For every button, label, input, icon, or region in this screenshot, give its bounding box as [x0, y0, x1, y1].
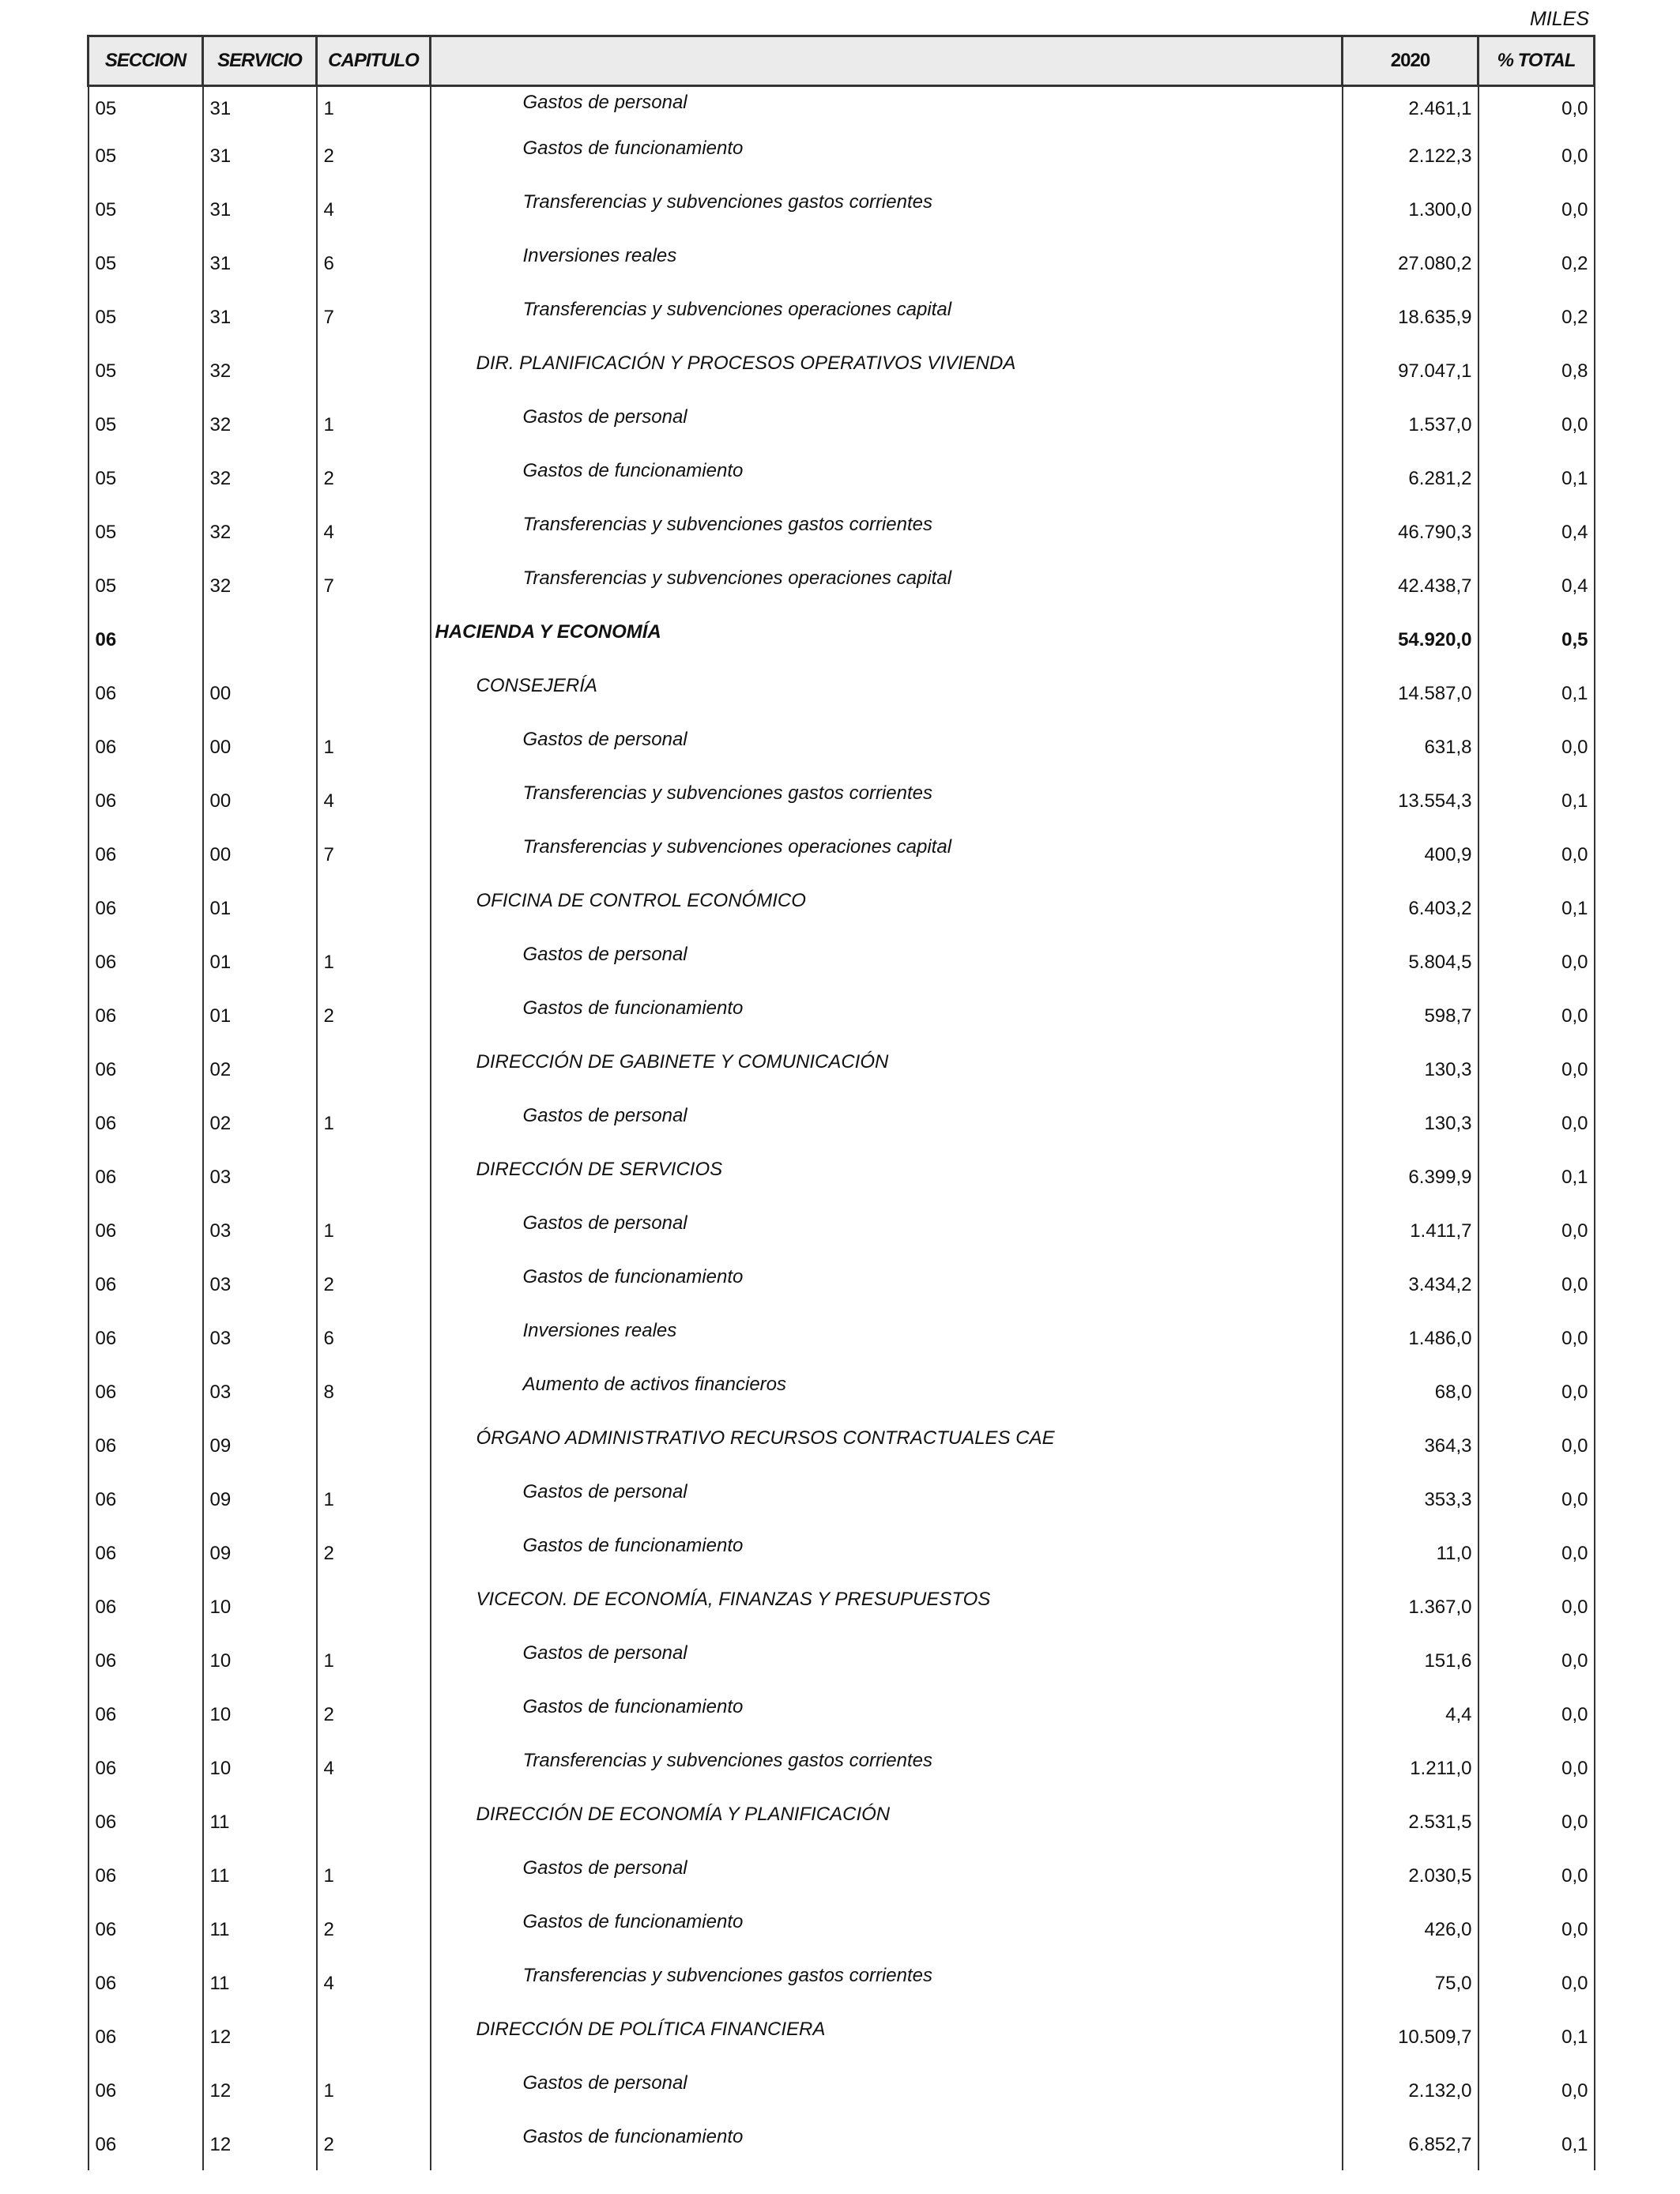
cell-pct-total: 0,1 — [1478, 880, 1595, 934]
cell-seccion: 05 — [89, 504, 203, 558]
cell-capitulo: 7 — [317, 558, 431, 612]
cell-seccion: 06 — [89, 1472, 203, 1525]
cell-servicio: 10 — [203, 1579, 317, 1633]
cell-seccion: 05 — [89, 397, 203, 450]
table-row — [89, 1633, 1595, 1687]
cell-importe: 75,0 — [1343, 1955, 1478, 2009]
cell-capitulo: 2 — [317, 1257, 431, 1310]
table-row — [89, 236, 1595, 289]
cell-importe: 10.509,7 — [1343, 2009, 1478, 2063]
cell-capitulo: 2 — [317, 450, 431, 504]
cell-capitulo: 7 — [317, 827, 431, 880]
cell-pct-total: 0,1 — [1478, 2009, 1595, 2063]
cell-seccion: 06 — [89, 773, 203, 827]
cell-seccion: 05 — [89, 558, 203, 612]
cell-pct-total: 0,0 — [1478, 1955, 1595, 2009]
table-row — [89, 1740, 1595, 1794]
cell-seccion: 06 — [89, 2009, 203, 2063]
cell-servicio: 32 — [203, 558, 317, 612]
cell-descripcion: Gastos de funcionamiento — [431, 1687, 1343, 1740]
cell-pct-total: 0,4 — [1478, 558, 1595, 612]
cell-pct-total: 0,0 — [1478, 988, 1595, 1042]
cell-seccion: 06 — [89, 1149, 203, 1203]
cell-importe: 1.211,0 — [1343, 1740, 1478, 1794]
cell-seccion: 06 — [89, 1095, 203, 1149]
cell-seccion: 06 — [89, 1364, 203, 1418]
cell-descripcion: Transferencias y subvenciones gastos corrientes — [431, 1955, 1343, 2009]
cell-capitulo: 1 — [317, 1472, 431, 1525]
cell-capitulo: 4 — [317, 182, 431, 236]
cell-pct-total: 0,2 — [1478, 289, 1595, 343]
cell-capitulo — [317, 1579, 431, 1633]
table-row — [89, 1418, 1595, 1472]
cell-descripcion: Inversiones reales — [431, 1310, 1343, 1364]
table-row — [89, 1042, 1595, 1095]
cell-pct-total: 0,0 — [1478, 397, 1595, 450]
cell-pct-total: 0,0 — [1478, 2063, 1595, 2117]
cell-capitulo: 1 — [317, 719, 431, 773]
budget-table — [87, 35, 1595, 2170]
header-year: 2020 — [1343, 36, 1478, 86]
cell-seccion: 05 — [89, 450, 203, 504]
cell-servicio: 02 — [203, 1042, 317, 1095]
cell-servicio: 00 — [203, 773, 317, 827]
cell-capitulo — [317, 612, 431, 665]
cell-seccion: 06 — [89, 1794, 203, 1848]
cell-descripcion: Aumento de activos financieros — [431, 1364, 1343, 1418]
cell-pct-total: 0,0 — [1478, 182, 1595, 236]
cell-capitulo: 4 — [317, 504, 431, 558]
cell-capitulo: 2 — [317, 988, 431, 1042]
cell-importe: 42.438,7 — [1343, 558, 1478, 612]
cell-capitulo — [317, 1794, 431, 1848]
cell-descripcion: Gastos de personal — [431, 1203, 1343, 1257]
header-capitulo: CAPITULO — [317, 36, 431, 86]
header-pct-total: % TOTAL — [1478, 36, 1595, 86]
table-row — [89, 1794, 1595, 1848]
table-row — [89, 504, 1595, 558]
cell-importe: 3.434,2 — [1343, 1257, 1478, 1310]
table-row — [89, 128, 1595, 182]
cell-importe: 353,3 — [1343, 1472, 1478, 1525]
cell-pct-total: 0,5 — [1478, 612, 1595, 665]
cell-seccion: 06 — [89, 827, 203, 880]
cell-pct-total: 0,0 — [1478, 1472, 1595, 1525]
cell-importe: 1.411,7 — [1343, 1203, 1478, 1257]
table-row — [89, 1149, 1595, 1203]
cell-descripcion: Transferencias y subvenciones operaciones capital — [431, 289, 1343, 343]
cell-capitulo: 7 — [317, 289, 431, 343]
cell-capitulo: 1 — [317, 1848, 431, 1902]
table-body — [89, 86, 1595, 2171]
cell-seccion: 06 — [89, 1525, 203, 1579]
cell-descripcion: Transferencias y subvenciones gastos corrientes — [431, 773, 1343, 827]
cell-servicio: 11 — [203, 1848, 317, 1902]
cell-pct-total: 0,0 — [1478, 1794, 1595, 1848]
cell-importe: 18.635,9 — [1343, 289, 1478, 343]
table-row — [89, 827, 1595, 880]
cell-pct-total: 0,8 — [1478, 343, 1595, 397]
cell-seccion: 06 — [89, 1579, 203, 1633]
table-row — [89, 343, 1595, 397]
cell-importe: 6.403,2 — [1343, 880, 1478, 934]
cell-servicio: 03 — [203, 1203, 317, 1257]
cell-importe: 6.281,2 — [1343, 450, 1478, 504]
cell-capitulo — [317, 343, 431, 397]
cell-importe: 6.399,9 — [1343, 1149, 1478, 1203]
cell-seccion: 06 — [89, 934, 203, 988]
cell-importe: 598,7 — [1343, 988, 1478, 1042]
cell-servicio: 32 — [203, 504, 317, 558]
cell-importe: 631,8 — [1343, 719, 1478, 773]
cell-descripcion: Transferencias y subvenciones gastos corrientes — [431, 182, 1343, 236]
cell-seccion: 06 — [89, 2117, 203, 2170]
cell-servicio: 10 — [203, 1740, 317, 1794]
table-row — [89, 665, 1595, 719]
cell-capitulo: 8 — [317, 1364, 431, 1418]
cell-seccion: 06 — [89, 1687, 203, 1740]
cell-descripcion: Gastos de personal — [431, 1095, 1343, 1149]
cell-servicio: 11 — [203, 1955, 317, 2009]
cell-descripcion: Gastos de personal — [431, 1848, 1343, 1902]
cell-servicio: 03 — [203, 1149, 317, 1203]
cell-seccion: 06 — [89, 1257, 203, 1310]
cell-descripcion: OFICINA DE CONTROL ECONÓMICO — [431, 880, 1343, 934]
cell-servicio: 10 — [203, 1633, 317, 1687]
cell-seccion: 05 — [89, 128, 203, 182]
cell-capitulo — [317, 665, 431, 719]
cell-pct-total: 0,0 — [1478, 1525, 1595, 1579]
cell-descripcion: DIRECCIÓN DE POLÍTICA FINANCIERA — [431, 2009, 1343, 2063]
cell-importe: 2.531,5 — [1343, 1794, 1478, 1848]
table-row — [89, 86, 1595, 129]
header-seccion: SECCION — [89, 36, 203, 86]
cell-pct-total: 0,1 — [1478, 1149, 1595, 1203]
cell-pct-total: 0,0 — [1478, 1740, 1595, 1794]
cell-servicio: 11 — [203, 1794, 317, 1848]
cell-pct-total: 0,1 — [1478, 665, 1595, 719]
cell-pct-total: 0,0 — [1478, 1364, 1595, 1418]
cell-pct-total: 0,0 — [1478, 719, 1595, 773]
cell-servicio: 12 — [203, 2009, 317, 2063]
cell-servicio: 12 — [203, 2117, 317, 2170]
cell-servicio: 31 — [203, 236, 317, 289]
cell-capitulo: 1 — [317, 1633, 431, 1687]
cell-servicio: 09 — [203, 1472, 317, 1525]
cell-pct-total: 0,0 — [1478, 934, 1595, 988]
table-row — [89, 880, 1595, 934]
cell-descripcion: CONSEJERÍA — [431, 665, 1343, 719]
cell-pct-total: 0,0 — [1478, 827, 1595, 880]
cell-descripcion: Transferencias y subvenciones gastos corrientes — [431, 504, 1343, 558]
cell-servicio: 32 — [203, 450, 317, 504]
cell-capitulo — [317, 880, 431, 934]
cell-seccion: 06 — [89, 1418, 203, 1472]
cell-descripcion: Transferencias y subvenciones operaciones capital — [431, 827, 1343, 880]
table-row — [89, 289, 1595, 343]
table-row — [89, 2117, 1595, 2170]
table-row — [89, 450, 1595, 504]
table-row — [89, 1310, 1595, 1364]
cell-pct-total: 0,0 — [1478, 1633, 1595, 1687]
cell-servicio: 12 — [203, 2063, 317, 2117]
cell-importe: 46.790,3 — [1343, 504, 1478, 558]
table-row — [89, 934, 1595, 988]
header-servicio: SERVICIO — [203, 36, 317, 86]
cell-descripcion: Gastos de funcionamiento — [431, 988, 1343, 1042]
table-row — [89, 182, 1595, 236]
cell-descripcion: Gastos de personal — [431, 86, 1343, 129]
cell-descripcion: VICECON. DE ECONOMÍA, FINANZAS Y PRESUPUESTOS — [431, 1579, 1343, 1633]
cell-seccion: 05 — [89, 289, 203, 343]
cell-capitulo: 4 — [317, 1740, 431, 1794]
cell-servicio: 11 — [203, 1902, 317, 1955]
cell-descripcion: ÓRGANO ADMINISTRATIVO RECURSOS CONTRACTUALES CAE — [431, 1418, 1343, 1472]
cell-importe: 364,3 — [1343, 1418, 1478, 1472]
cell-descripcion: Gastos de funcionamiento — [431, 1257, 1343, 1310]
cell-pct-total: 0,0 — [1478, 1042, 1595, 1095]
cell-descripcion: Gastos de personal — [431, 397, 1343, 450]
table-row — [89, 1472, 1595, 1525]
cell-seccion: 06 — [89, 880, 203, 934]
cell-importe: 5.804,5 — [1343, 934, 1478, 988]
cell-descripcion: Gastos de personal — [431, 1472, 1343, 1525]
cell-descripcion: Gastos de funcionamiento — [431, 2117, 1343, 2170]
cell-servicio: 10 — [203, 1687, 317, 1740]
cell-descripcion: Gastos de funcionamiento — [431, 128, 1343, 182]
cell-capitulo: 1 — [317, 1095, 431, 1149]
cell-capitulo — [317, 2009, 431, 2063]
cell-servicio: 03 — [203, 1257, 317, 1310]
table-row — [89, 773, 1595, 827]
cell-importe: 14.587,0 — [1343, 665, 1478, 719]
cell-descripcion: HACIENDA Y ECONOMÍA — [431, 612, 1343, 665]
cell-seccion: 06 — [89, 1902, 203, 1955]
cell-descripcion: Gastos de personal — [431, 934, 1343, 988]
table-row — [89, 2063, 1595, 2117]
cell-capitulo: 2 — [317, 1525, 431, 1579]
cell-importe: 1.486,0 — [1343, 1310, 1478, 1364]
table-row — [89, 988, 1595, 1042]
cell-capitulo: 6 — [317, 236, 431, 289]
cell-servicio: 31 — [203, 128, 317, 182]
cell-descripcion: Gastos de personal — [431, 719, 1343, 773]
cell-seccion: 06 — [89, 1955, 203, 2009]
cell-importe: 1.537,0 — [1343, 397, 1478, 450]
cell-seccion: 05 — [89, 86, 203, 129]
cell-capitulo: 1 — [317, 934, 431, 988]
cell-servicio — [203, 612, 317, 665]
cell-capitulo: 6 — [317, 1310, 431, 1364]
table-row — [89, 558, 1595, 612]
cell-importe: 27.080,2 — [1343, 236, 1478, 289]
table-row — [89, 1848, 1595, 1902]
table-row — [89, 397, 1595, 450]
cell-pct-total: 0,1 — [1478, 773, 1595, 827]
cell-descripcion: Gastos de funcionamiento — [431, 1902, 1343, 1955]
cell-servicio: 31 — [203, 86, 317, 129]
table-header-row — [89, 36, 1595, 86]
cell-importe: 11,0 — [1343, 1525, 1478, 1579]
cell-seccion: 06 — [89, 719, 203, 773]
cell-capitulo: 1 — [317, 397, 431, 450]
cell-importe: 1.300,0 — [1343, 182, 1478, 236]
cell-servicio: 02 — [203, 1095, 317, 1149]
cell-pct-total: 0,0 — [1478, 1095, 1595, 1149]
cell-servicio: 31 — [203, 289, 317, 343]
cell-seccion: 06 — [89, 665, 203, 719]
cell-pct-total: 0,0 — [1478, 128, 1595, 182]
cell-capitulo: 2 — [317, 1687, 431, 1740]
cell-descripcion: Gastos de funcionamiento — [431, 1525, 1343, 1579]
cell-seccion: 05 — [89, 236, 203, 289]
cell-capitulo — [317, 1042, 431, 1095]
table-row — [89, 719, 1595, 773]
table-row — [89, 1257, 1595, 1310]
cell-servicio: 00 — [203, 719, 317, 773]
cell-importe: 130,3 — [1343, 1042, 1478, 1095]
cell-pct-total: 0,0 — [1478, 1902, 1595, 1955]
cell-pct-total: 0,1 — [1478, 2117, 1595, 2170]
cell-seccion: 05 — [89, 343, 203, 397]
cell-seccion: 06 — [89, 1310, 203, 1364]
cell-servicio: 09 — [203, 1525, 317, 1579]
table-row — [89, 1902, 1595, 1955]
cell-importe: 1.367,0 — [1343, 1579, 1478, 1633]
cell-servicio: 03 — [203, 1310, 317, 1364]
table-row — [89, 1525, 1595, 1579]
cell-servicio: 01 — [203, 934, 317, 988]
cell-importe: 97.047,1 — [1343, 343, 1478, 397]
cell-capitulo: 1 — [317, 2063, 431, 2117]
cell-descripcion: DIRECCIÓN DE ECONOMÍA Y PLANIFICACIÓN — [431, 1794, 1343, 1848]
cell-capitulo: 2 — [317, 2117, 431, 2170]
cell-servicio: 00 — [203, 665, 317, 719]
cell-servicio: 01 — [203, 988, 317, 1042]
cell-pct-total: 0,0 — [1478, 1579, 1595, 1633]
cell-importe: 130,3 — [1343, 1095, 1478, 1149]
cell-descripcion: DIRECCIÓN DE GABINETE Y COMUNICACIÓN — [431, 1042, 1343, 1095]
cell-descripcion: Transferencias y subvenciones operaciones capital — [431, 558, 1343, 612]
cell-servicio: 00 — [203, 827, 317, 880]
cell-importe: 6.852,7 — [1343, 2117, 1478, 2170]
cell-descripcion: DIRECCIÓN DE SERVICIOS — [431, 1149, 1343, 1203]
cell-pct-total: 0,0 — [1478, 1848, 1595, 1902]
cell-servicio: 32 — [203, 397, 317, 450]
units-label: MILES — [1529, 8, 1589, 30]
cell-importe: 2.132,0 — [1343, 2063, 1478, 2117]
cell-importe: 151,6 — [1343, 1633, 1478, 1687]
cell-servicio: 01 — [203, 880, 317, 934]
cell-seccion: 06 — [89, 612, 203, 665]
header-descripcion — [431, 36, 1343, 86]
table-row — [89, 1364, 1595, 1418]
cell-pct-total: 0,0 — [1478, 1310, 1595, 1364]
table-row — [89, 1203, 1595, 1257]
cell-importe: 54.920,0 — [1343, 612, 1478, 665]
cell-servicio: 32 — [203, 343, 317, 397]
table-row — [89, 612, 1595, 665]
cell-capitulo: 2 — [317, 1902, 431, 1955]
cell-importe: 2.461,1 — [1343, 86, 1478, 129]
cell-servicio: 09 — [203, 1418, 317, 1472]
table-row — [89, 1955, 1595, 2009]
cell-capitulo: 1 — [317, 86, 431, 129]
cell-seccion: 06 — [89, 1042, 203, 1095]
cell-importe: 426,0 — [1343, 1902, 1478, 1955]
cell-pct-total: 0,4 — [1478, 504, 1595, 558]
cell-descripcion: Gastos de personal — [431, 1633, 1343, 1687]
cell-pct-total: 0,2 — [1478, 236, 1595, 289]
cell-descripcion: Gastos de funcionamiento — [431, 450, 1343, 504]
cell-servicio: 31 — [203, 182, 317, 236]
cell-seccion: 06 — [89, 1848, 203, 1902]
cell-importe: 400,9 — [1343, 827, 1478, 880]
cell-pct-total: 0,0 — [1478, 86, 1595, 129]
cell-descripcion: Gastos de personal — [431, 2063, 1343, 2117]
cell-importe: 2.030,5 — [1343, 1848, 1478, 1902]
cell-capitulo: 4 — [317, 1955, 431, 2009]
cell-pct-total: 0,0 — [1478, 1203, 1595, 1257]
cell-capitulo — [317, 1149, 431, 1203]
cell-seccion: 06 — [89, 1633, 203, 1687]
table-row — [89, 2009, 1595, 2063]
cell-descripcion: DIR. PLANIFICACIÓN Y PROCESOS OPERATIVOS VIVIENDA — [431, 343, 1343, 397]
table-row — [89, 1095, 1595, 1149]
cell-seccion: 06 — [89, 1740, 203, 1794]
cell-pct-total: 0,0 — [1478, 1257, 1595, 1310]
cell-importe: 68,0 — [1343, 1364, 1478, 1418]
cell-seccion: 06 — [89, 2063, 203, 2117]
cell-capitulo: 2 — [317, 128, 431, 182]
cell-importe: 4,4 — [1343, 1687, 1478, 1740]
cell-pct-total: 0,1 — [1478, 450, 1595, 504]
cell-capitulo: 1 — [317, 1203, 431, 1257]
cell-capitulo — [317, 1418, 431, 1472]
cell-pct-total: 0,0 — [1478, 1687, 1595, 1740]
cell-capitulo: 4 — [317, 773, 431, 827]
cell-importe: 13.554,3 — [1343, 773, 1478, 827]
cell-seccion: 05 — [89, 182, 203, 236]
table-row — [89, 1687, 1595, 1740]
cell-descripcion: Transferencias y subvenciones gastos corrientes — [431, 1740, 1343, 1794]
table-row — [89, 1579, 1595, 1633]
cell-seccion: 06 — [89, 988, 203, 1042]
cell-importe: 2.122,3 — [1343, 128, 1478, 182]
cell-servicio: 03 — [203, 1364, 317, 1418]
cell-seccion: 06 — [89, 1203, 203, 1257]
cell-pct-total: 0,0 — [1478, 1418, 1595, 1472]
cell-descripcion: Inversiones reales — [431, 236, 1343, 289]
